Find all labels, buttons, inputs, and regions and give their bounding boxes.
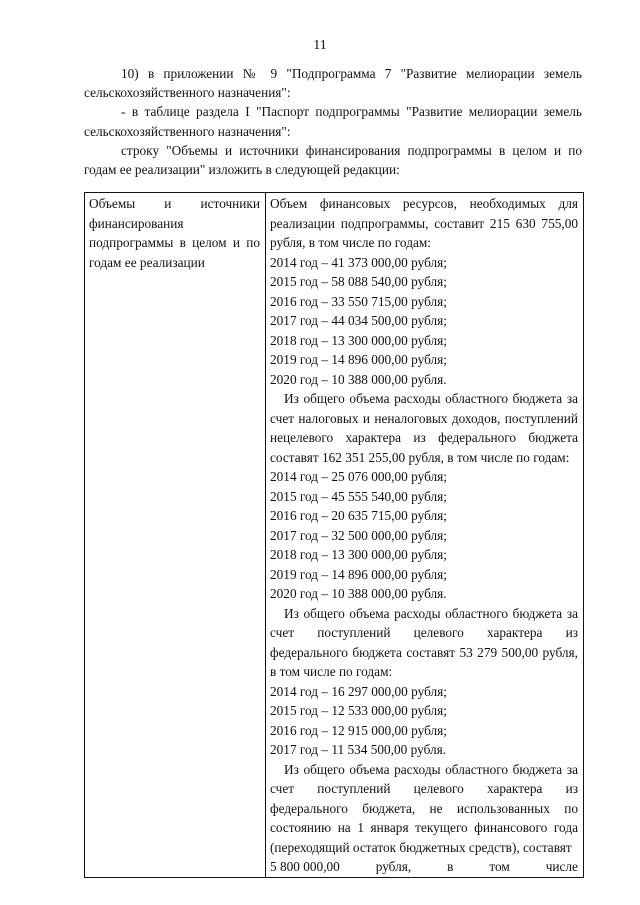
carryover-word: в bbox=[447, 859, 454, 874]
carryover-text: Из общего объема расходы областного бюджета за счет поступлений целевого характера из федерального бюджета, не использованных по состоянию на 1 января текущего финансового года (переходящий остаток бюджетных средств), составят bbox=[270, 761, 578, 855]
table-row bbox=[85, 193, 584, 878]
carryover-word: том bbox=[489, 859, 510, 874]
financing-table bbox=[84, 192, 584, 878]
federal-targeted-text: Из общего объема расходы областного бюджета за счет поступлений целевого характера из федерального бюджета составят 53 279 500,00 рубля, в том числе по годам: bbox=[270, 605, 578, 679]
own-revenue-text: Из общего объема расходы областного бюджета за счет налоговых и неналоговых доходов, поступлений нецелевого характера из федерального бюджета составят 162 351 255,00 рубля, в том числе по годам: bbox=[270, 391, 578, 465]
list-item: 2016 год – 12 915 000,00 рубля; bbox=[270, 722, 447, 738]
list-item: 2014 год – 41 373 000,00 рубля; bbox=[270, 254, 447, 270]
list-item: 2015 год – 58 088 540,00 рубля; bbox=[270, 274, 447, 289]
list-item: 2014 год – 16 297 000,00 рубля; bbox=[270, 683, 447, 699]
intro-section bbox=[84, 64, 582, 179]
years-list-own-revenue bbox=[270, 467, 578, 604]
list-item: 2016 год – 33 550 715,00 рубля; bbox=[270, 293, 447, 309]
list-item: 2014 год – 25 076 000,00 рубля; bbox=[270, 469, 447, 484]
carryover-word: рубля, bbox=[375, 859, 412, 874]
list-item: 2017 год – 32 500 000,00 рубля; bbox=[270, 527, 447, 543]
list-item: 2020 год – 10 388 000,00 рубля. bbox=[270, 586, 447, 601]
list-item: 2018 год – 13 300 000,00 рубля; bbox=[270, 547, 447, 562]
carryover-word: числе bbox=[545, 859, 578, 874]
list-item: 2015 год – 45 555 540,00 рубля; bbox=[270, 488, 447, 504]
row-content bbox=[266, 193, 584, 878]
list-item: 2017 год – 11 534 500,00 рубля. bbox=[270, 742, 447, 757]
carryover-amount: 5 800 000,00 bbox=[270, 859, 340, 874]
carryover-last-line bbox=[270, 857, 578, 877]
years-list-total bbox=[270, 253, 578, 390]
list-item: 2018 год – 13 300 000,00 рубля; bbox=[270, 332, 447, 348]
list-item: 2019 год – 14 896 000,00 рубля; bbox=[270, 352, 447, 367]
row-label: Объемы и источники финансирования подпрограммы в целом и по годам ее реализации bbox=[85, 193, 266, 878]
list-item: 2020 год – 10 388 000,00 рубля. bbox=[270, 371, 447, 387]
intro-subitem: - в таблице раздела I "Паспорт подпрограммы "Развитие мелиорации земель сельскохозяйственного назначения": bbox=[84, 104, 582, 139]
intro-instruction: строку "Объемы и источники финансирования подпрограммы в целом и по годам ее реализации" изложить в следующей редакции: bbox=[84, 142, 582, 178]
list-item: 2016 год – 20 635 715,00 рубля; bbox=[270, 508, 447, 523]
page-number: 11 bbox=[313, 38, 327, 53]
list-item: 2017 год – 44 034 500,00 рубля; bbox=[270, 313, 447, 328]
list-item: 2015 год – 12 533 000,00 рубля; bbox=[270, 703, 447, 718]
total-volume-text: Объем финансовых ресурсов, необходимых для реализации подпрограммы, составит 215 630 755,00 рубля, в том числе по годам: bbox=[270, 196, 578, 250]
list-item: 2019 год – 14 896 000,00 рубля; bbox=[270, 566, 447, 582]
years-list-federal-targeted bbox=[270, 682, 578, 760]
intro-item: 10) в приложении № 9 "Подпрограмма 7 "Развитие мелиорации земель сельскохозяйственного назначения": bbox=[84, 66, 582, 101]
